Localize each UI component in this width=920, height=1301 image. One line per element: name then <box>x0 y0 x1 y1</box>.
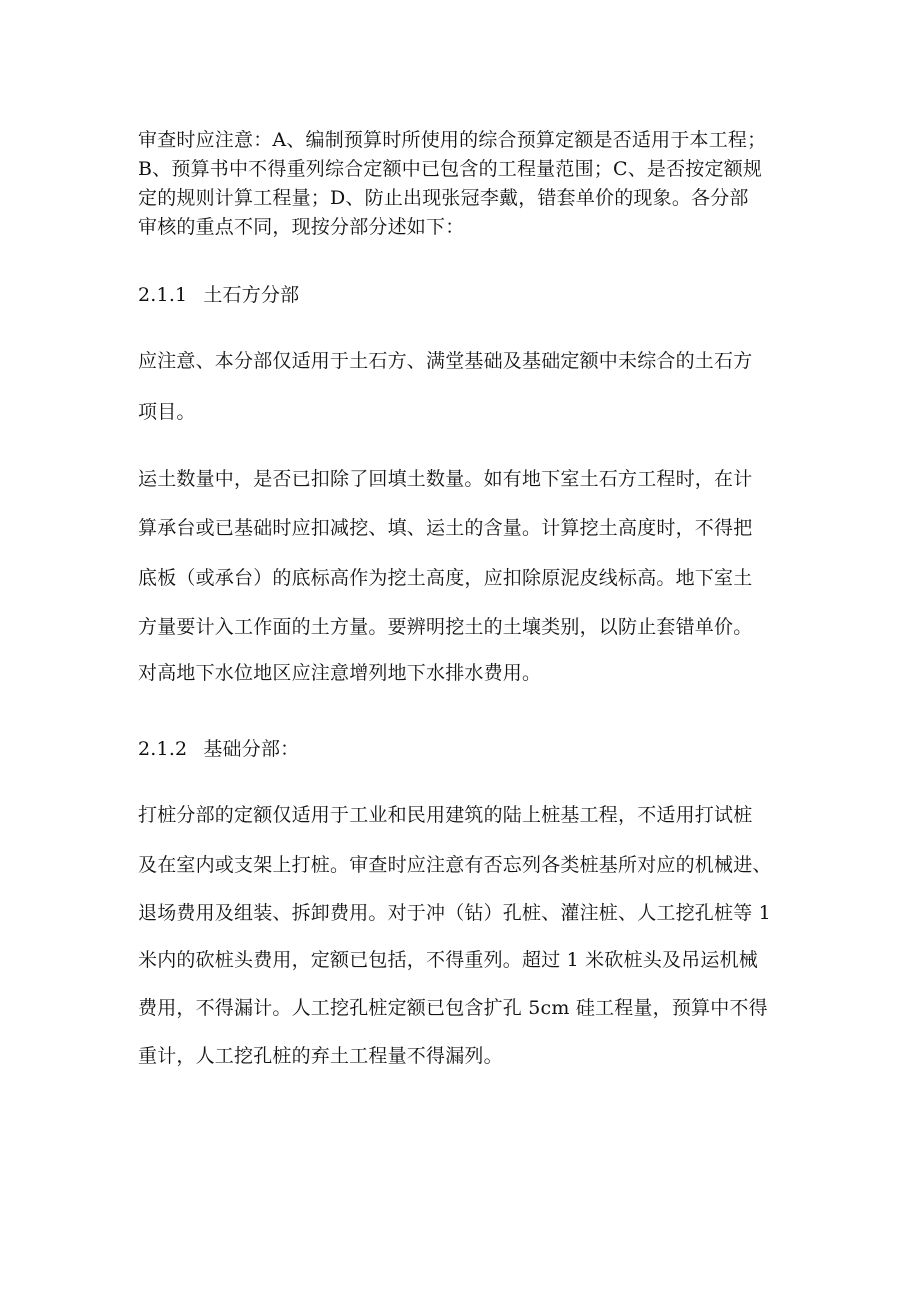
section-heading-2-1-2 <box>138 734 299 761</box>
section-title: 土石方分部 <box>203 284 300 306</box>
section-title: 基础分部： <box>203 738 300 760</box>
paragraph-line: 及在室内或支架上打桩。审查时应注意有否忘列各类桩基所对应的机械进、 <box>138 854 772 876</box>
paragraph-line: 对高地下水位地区应注意增列地下水排水费用。 <box>138 662 542 684</box>
intro-line: 审核的重点不同，现按分部分述如下： <box>138 216 465 238</box>
paragraph-line: 打桩分部的定额仅适用于工业和民用建筑的陆上桩基工程，不适用打试桩 <box>138 804 753 826</box>
paragraph-line: 重计，人工挖孔桩的弃土工程量不得漏列。 <box>138 1045 503 1067</box>
paragraph-line: 方量要计入工作面的土方量。要辨明挖土的土壤类别，以防止套错单价。 <box>138 616 753 638</box>
paragraph-line: 底板（或承台）的底标高作为挖土高度，应扣除原泥皮线标高。地下室土 <box>138 567 753 589</box>
paragraph-line: 运土数量中，是否已扣除了回填土数量。如有地下室土石方工程时，在计 <box>138 468 753 490</box>
intro-line: 定的规则计算工程量；D、防止出现张冠李戴，错套单价的现象。各分部 <box>138 187 749 209</box>
paragraph-line: 费用，不得漏计。人工挖孔桩定额已包含扩孔 5cm 硅工程量，预算中不得 <box>138 997 768 1019</box>
paragraph-line: 项目。 <box>138 401 196 423</box>
paragraph-line: 米内的砍桩头费用，定额已包括，不得重列。超过 1 米砍桩头及吊运机械 <box>138 949 758 971</box>
section-number: 2.1.2 <box>138 738 188 760</box>
intro-line: B、预算书中不得重列综合定额中已包含的工程量范围；C、是否按定额规 <box>138 158 763 180</box>
intro-line: 审查时应注意：A、编制预算时所使用的综合预算定额是否适用于本工程； <box>138 129 767 151</box>
paragraph-line: 应注意、本分部仅适用于土石方、满堂基础及基础定额中未综合的土石方 <box>138 350 753 372</box>
section-number: 2.1.1 <box>138 284 188 306</box>
section-heading-2-1-1 <box>138 280 299 307</box>
paragraph-line: 退场费用及组装、拆卸费用。对于冲（钻）孔桩、灌注桩、人工挖孔桩等 1 <box>138 902 771 924</box>
paragraph-line: 算承台或已基础时应扣减挖、填、运土的含量。计算挖土高度时，不得把 <box>138 517 753 539</box>
